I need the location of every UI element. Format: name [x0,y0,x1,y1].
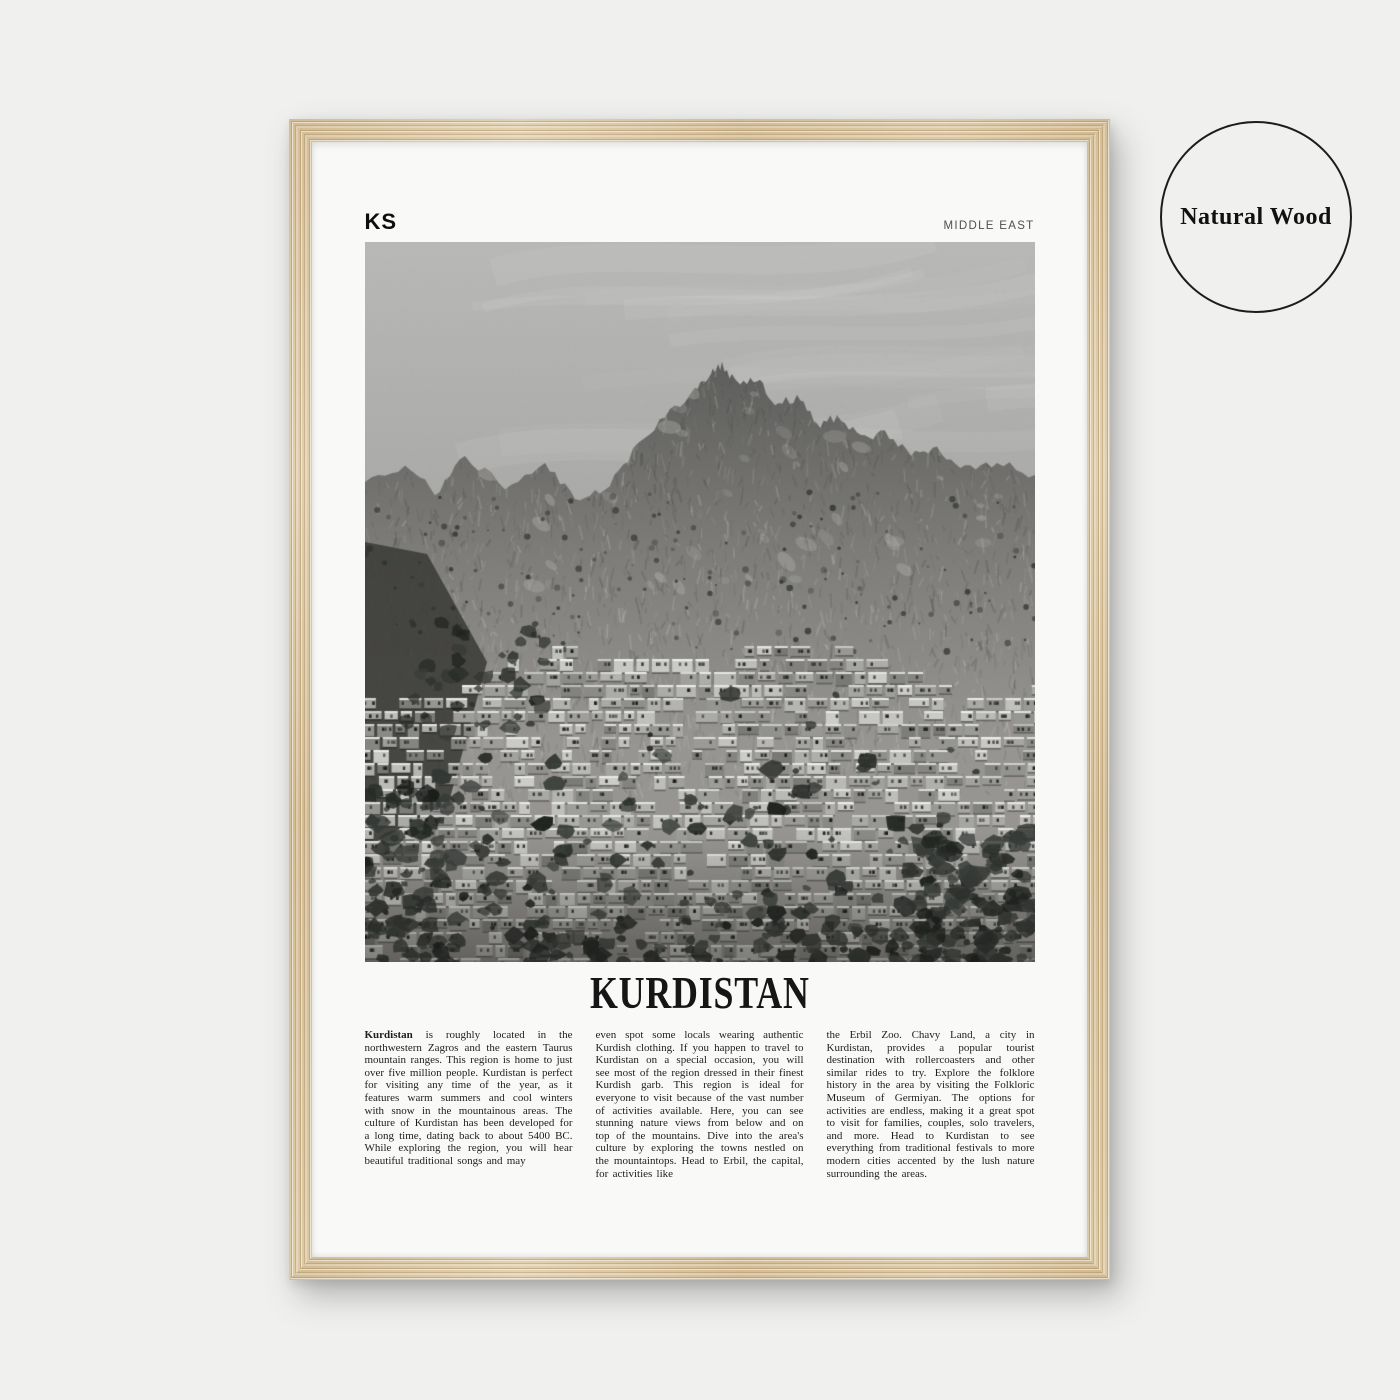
body-column-2: even spot some locals wearing authentic Kurdish clothing. If you happen to travel to Kurdistan on a special occasion, you will see most of the region dressed in their finest Kurdish garb. This region is ideal for everyone to visit because of the vast number of activities available. Here, you can see stunning nature views from below and on top of the mountains. Dive into the area's culture by exploring the towns nestled on the mountaintops. Head to Erbil, the capital, for activities like [595,1029,804,1180]
body-column-1 [365,1029,573,1180]
frame-bar-bottom [289,1257,1110,1280]
body-column-1-text: is roughly located in the northwestern Zagros and the eastern Taurus mountain ranges. This region is home to just over five million people. Kurdistan is perfect for visiting any time of the year, as it features warm summers and cool winters with snow in the mountainous areas. The culture of Kurdistan has been developed for a long time, dating back to about 5400 BC. While exploring the region, you will hear beautiful traditional songs and may [364,1029,573,1167]
poster-monogram: KS [364,209,398,234]
body-column-3: the Erbil Zoo. Chavy Land, a city in Kurdistan, provides a popular tourist destination with rollercoasters and other similar rides to try. Explore the folklore history in the area by visiting the Folkloric Museum of Germiyan. The options for activities are endless, making it a great spot to visit for families, couples, solo travelers, and more. Head to Kurdistan to see everything from traditional festivals to more modern cities accented by the lush nature surrounding the areas. [826,1029,1035,1180]
poster-title: KURDISTAN [589,967,810,1018]
frame-bar-right [1087,119,1110,1280]
natural-wood-badge [1160,121,1352,313]
poster-body [365,1029,1035,1180]
frame-bar-left [289,119,312,1280]
picture-frame [289,119,1110,1280]
frame-bar-top [289,119,1110,142]
mountain-village-photo [365,242,1035,962]
poster [312,142,1087,1257]
badge-label: Natural Wood [1180,203,1332,230]
poster-header [365,211,1035,233]
body-lead-word: Kurdistan [364,1029,413,1041]
poster-region-label: MIDDLE EAST [943,220,1035,232]
